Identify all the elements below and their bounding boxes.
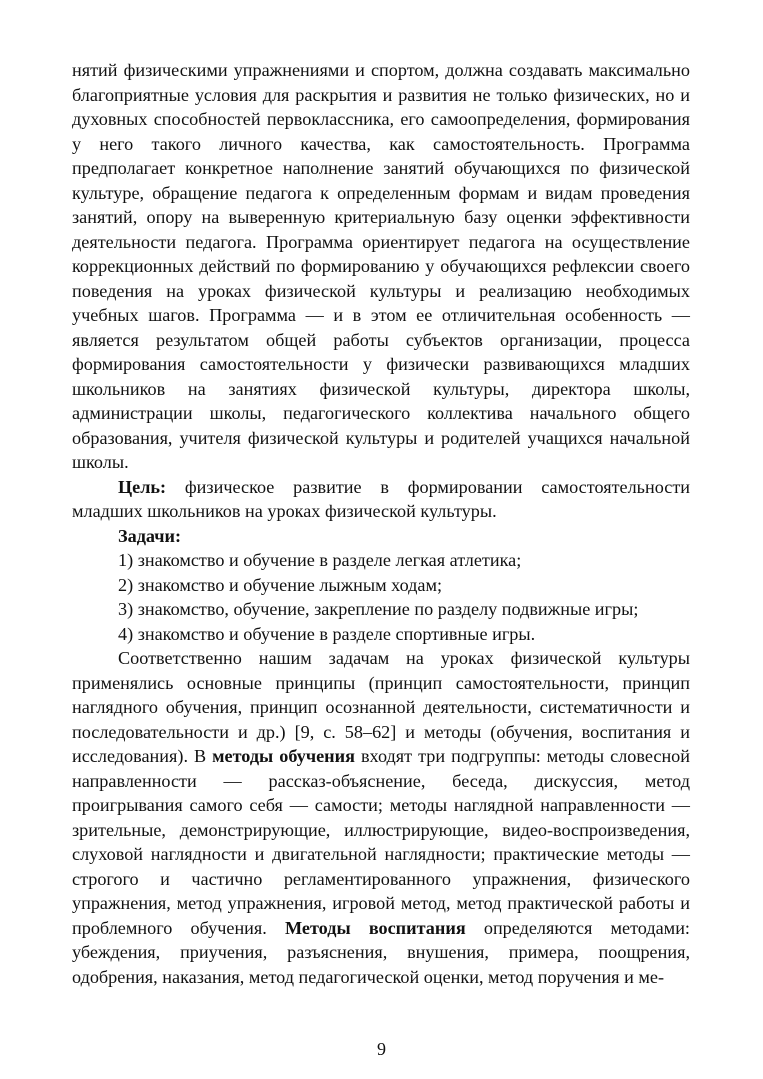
task-item-2: 2) знакомство и обучение лыжным ходам; xyxy=(118,574,443,595)
paragraph-goal xyxy=(72,475,690,524)
task-item-1: 1) знакомство и обучение в разделе легкая атлетика; xyxy=(118,550,522,570)
goal-text: физическое развитие в формировании самостоятельности младших школьников на уроках физической культуры. xyxy=(72,476,690,521)
paragraph-methods: Соответственно нашим задачам на уроках физической культуры применялись основные принципы (принцип самостоятельности, принцип наглядного обучения, принцип осознанной деятельности, систематичности и последовательности и др.) [9, с. 58–62] и методы (обучения, воспитания и исследования). В методы обучения входят три подгруппы: методы словесной направленности — рассказ-объяснение, беседа, дискуссия, метод проигрывания самого себя — самости; методы наглядной направленности — зрительные, демонстрирующие, иллюстрирующие, видео-воспроизведения, слуховой наглядности и двигательной наглядности; практические методы — строгого и частично регламентированного упражнения, физического упражнения, метод упражнения, игровой метод, метод практической работы и проблемного обучения. Методы воспитания определяются методами: убеждения, приучения, разъяснения, внушения, примера, поощрения, одобрения, наказания, метод педагогической оценки, метод поручения и ме- xyxy=(72,648,690,987)
paragraph-program-description: нятий физическими упражнениями и спортом, должна создавать максимально благоприятные условия для раскрытия и развития не только физических, но и духовных способностей первоклассника, его самоопределения, формирования у него такого личного качества, как самостоятельность. Программа предполагает конкретное наполнение занятий обучающихся по физической культуре, обращение педагога к определенным формам и видам проведения занятий, опору на выверенную критериальную базу оценки эффективности деятельности педагога. Программа ориентирует педагога на осуществление коррекционных действий по формированию у обучающихся рефлексии своего поведения на уроках физической культуры и реализацию необходимых учебных шагов. Программа — и в этом ее отличительная особенность — является результатом общей работы субъектов организации, процесса формирования самостоятельности у физически развивающихся младших школьников на занятиях физической культуры, директора школы, администрации школы, педагогического коллектива начального общего образования, учителя физической культуры и родителей учащихся начальной школы. xyxy=(72,60,690,472)
page-body xyxy=(72,58,690,989)
goal-label: Цель: xyxy=(118,476,167,497)
task-item-4: 4) знакомство и обучение в разделе спортивные игры. xyxy=(118,623,536,644)
task-item-3: 3) знакомство, обучение, закрепление по разделу подвижные игры; xyxy=(118,599,639,619)
teaching-methods-term: методы обучения xyxy=(212,746,355,766)
tasks-heading: Задачи: xyxy=(118,525,182,546)
upbringing-methods-term: Методы воспитания xyxy=(284,917,466,938)
page-number: 9 xyxy=(377,1039,386,1059)
